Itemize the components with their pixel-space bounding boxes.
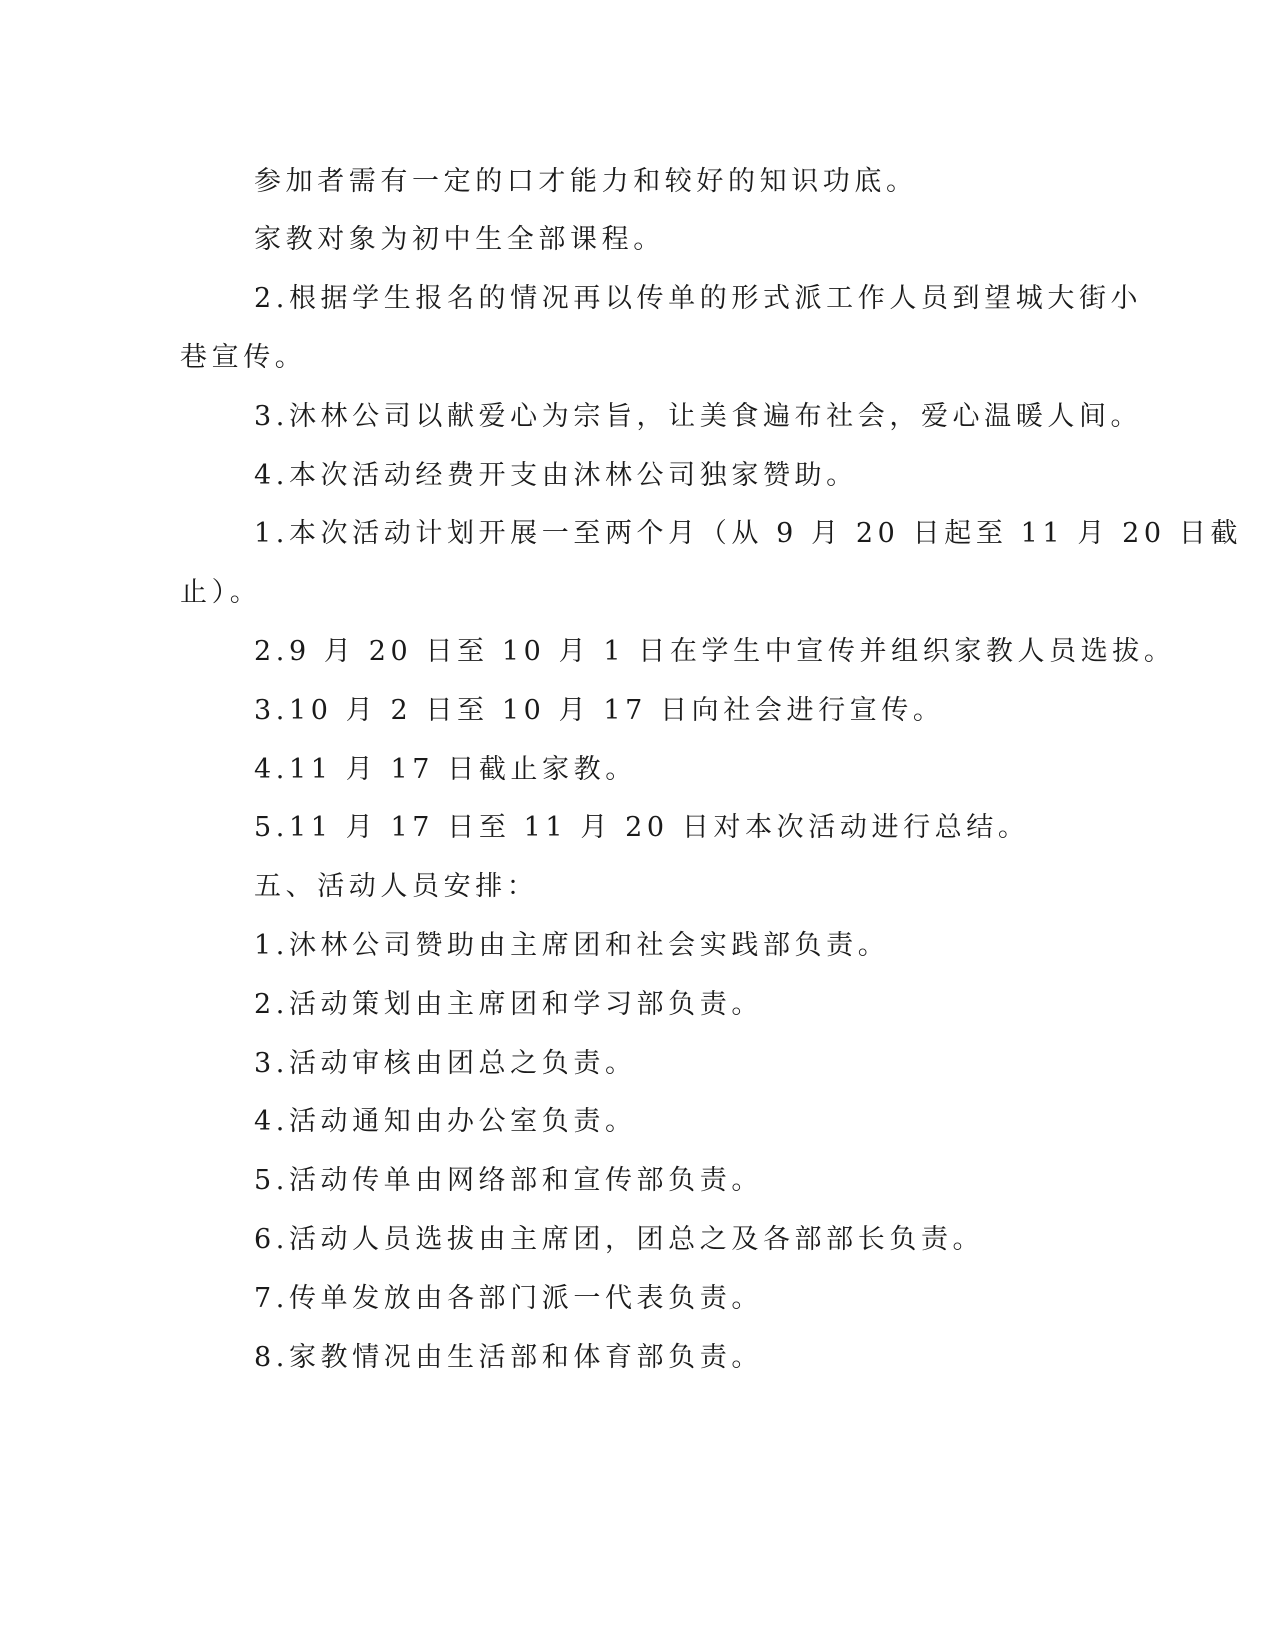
- paragraph-line: 3.活动审核由团总之负责。: [254, 1048, 637, 1079]
- paragraph-line: 3.沐林公司以献爱心为宗旨，让美食遍布社会，爱心温暖人间。: [254, 401, 1143, 432]
- paragraph-line: 2.根据学生报名的情况再以传单的形式派工作人员到望城大街小: [254, 283, 1143, 314]
- paragraph-line: 2.9 月 20 日至 10 月 1 日在学生中宣传并组织家教人员选拔。: [254, 636, 1176, 667]
- section-heading: 五、活动人员安排：: [254, 871, 539, 902]
- paragraph-line: 1.沐林公司赞助由主席团和社会实践部负责。: [254, 930, 890, 961]
- paragraph-line: 4.11 月 17 日截止家教。: [254, 754, 637, 785]
- paragraph-line: 家教对象为初中生全部课程。: [254, 224, 665, 255]
- paragraph-line: 6.活动人员选拔由主席团，团总之及各部部长负责。: [254, 1224, 985, 1255]
- paragraph-line: 3.10 月 2 日至 10 月 17 日向社会进行宣传。: [254, 695, 945, 726]
- paragraph-line: 5.11 月 17 日至 11 月 20 日对本次活动进行总结。: [254, 812, 1030, 843]
- paragraph-line: 5.活动传单由网络部和宣传部负责。: [254, 1165, 763, 1196]
- paragraph-line: 1.本次活动计划开展一至两个月（从 9 月 20 日起至 11 月 20 日截: [254, 518, 1243, 549]
- paragraph-line: 7.传单发放由各部门派一代表负责。: [254, 1283, 763, 1314]
- paragraph-line: 参加者需有一定的口才能力和较好的知识功底。: [254, 166, 918, 197]
- paragraph-line: 2.活动策划由主席团和学习部负责。: [254, 989, 763, 1020]
- paragraph-line: 4.本次活动经费开支由沐林公司独家赞助。: [254, 460, 858, 491]
- paragraph-line: 止）。: [180, 577, 262, 608]
- paragraph-line: 巷宣传。: [180, 342, 307, 373]
- paragraph-line: 8.家教情况由生活部和体育部负责。: [254, 1342, 763, 1373]
- paragraph-line: 4.活动通知由办公室负责。: [254, 1106, 637, 1137]
